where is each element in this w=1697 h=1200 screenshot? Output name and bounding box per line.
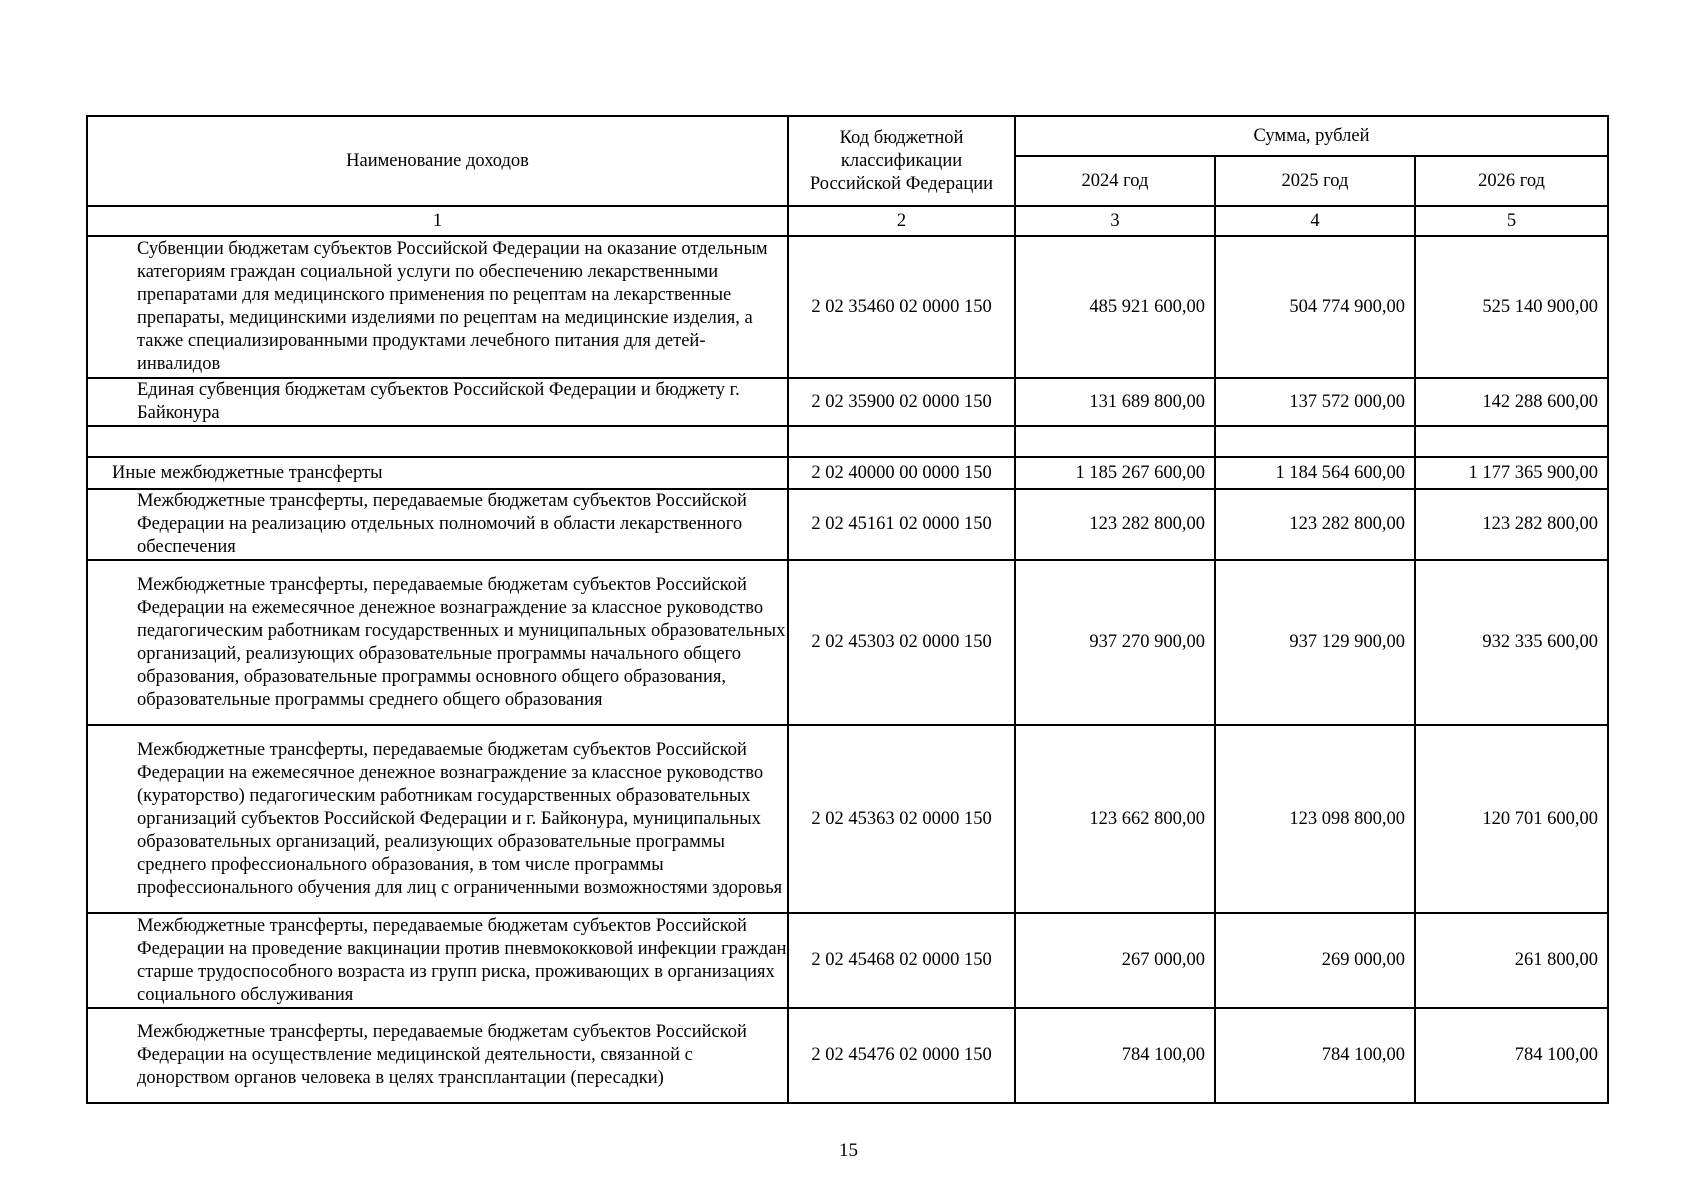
row-amount-2024: 267 000,00 (1015, 913, 1215, 1008)
row-amount-2024: 123 662 800,00 (1015, 725, 1215, 913)
row-amount-2026: 261 800,00 (1415, 913, 1608, 1008)
row-amount-2025: 784 100,00 (1215, 1008, 1415, 1103)
row-code: 2 02 45303 02 0000 150 (788, 560, 1015, 725)
page-number: 15 (839, 1140, 858, 1161)
row-amount-2026: 1 177 365 900,00 (1415, 457, 1608, 489)
header-code: Код бюджетной классификации Российской Федерации (788, 116, 1015, 206)
row-amount-2026: 784 100,00 (1415, 1008, 1608, 1103)
row-amount-2026 (1415, 426, 1608, 457)
row-amount-2026: 123 282 800,00 (1415, 489, 1608, 560)
header-year-2024: 2024 год (1015, 156, 1215, 206)
table-row (87, 913, 1608, 1008)
row-amount-2025: 269 000,00 (1215, 913, 1415, 1008)
table-row (87, 1008, 1608, 1103)
row-amount-2024: 937 270 900,00 (1015, 560, 1215, 725)
row-amount-2024: 131 689 800,00 (1015, 378, 1215, 426)
column-number: 3 (1015, 206, 1215, 236)
header-year-2025: 2025 год (1215, 156, 1415, 206)
row-amount-2024: 485 921 600,00 (1015, 236, 1215, 378)
row-amount-2025: 137 572 000,00 (1215, 378, 1415, 426)
row-amount-2025 (1215, 426, 1415, 457)
row-code: 2 02 40000 00 0000 150 (788, 457, 1015, 489)
row-amount-2024: 784 100,00 (1015, 1008, 1215, 1103)
row-amount-2026: 932 335 600,00 (1415, 560, 1608, 725)
row-amount-2024: 1 185 267 600,00 (1015, 457, 1215, 489)
row-amount-2025: 123 282 800,00 (1215, 489, 1415, 560)
row-name: Иные межбюджетные трансферты (87, 457, 788, 489)
row-name: Межбюджетные трансферты, передаваемые бюджетам субъектов Российской Федерации на реализацию отдельных полномочий в области лекарственного обеспечения (87, 489, 788, 560)
row-code: 2 02 45468 02 0000 150 (788, 913, 1015, 1008)
row-code: 2 02 35900 02 0000 150 (788, 378, 1015, 426)
row-amount-2025: 1 184 564 600,00 (1215, 457, 1415, 489)
row-amount-2025: 504 774 900,00 (1215, 236, 1415, 378)
row-name: Субвенции бюджетам субъектов Российской Федерации на оказание отдельным категориям граждан социальной услуги по обеспечению лекарственными препаратами для медицинского применения по рецептам на лекарственные препараты, медицинскими изделиями по рецептам на медицинские изделия, а также специализированными продуктами лечебного питания для детей-инвалидов (87, 236, 788, 378)
row-name: Межбюджетные трансферты, передаваемые бюджетам субъектов Российской Федерации на проведение вакцинации против пневмококковой инфекции граждан старше трудоспособного возраста из групп риска, проживающих в организациях социального обслуживания (87, 913, 788, 1008)
column-number: 4 (1215, 206, 1415, 236)
row-code: 2 02 35460 02 0000 150 (788, 236, 1015, 378)
row-amount-2025: 937 129 900,00 (1215, 560, 1415, 725)
column-number: 5 (1415, 206, 1608, 236)
row-name: Межбюджетные трансферты, передаваемые бюджетам субъектов Российской Федерации на ежемесячное денежное вознаграждение за классное руководство (кураторство) педагогическим работникам государственных образовательных организаций субъектов Российской Федерации и г. Байконура, муниципальных образовательных организаций, реализующих образовательные программы среднего профессионального образования, в том числе программы профессионального обучения для лиц с ограниченными возможностями здоровья (87, 725, 788, 913)
row-amount-2026: 525 140 900,00 (1415, 236, 1608, 378)
table-row-empty (87, 426, 1608, 457)
header-name: Наименование доходов (87, 116, 788, 206)
row-name (87, 426, 788, 457)
row-name: Межбюджетные трансферты, передаваемые бюджетам субъектов Российской Федерации на ежемесячное денежное вознаграждение за классное руководство педагогическим работникам государственных и муниципальных образовательных организаций, реализующих образовательные программы начального общего образования, образовательные программы основного общего образования, образовательные программы среднего общего образования (87, 560, 788, 725)
column-number: 2 (788, 206, 1015, 236)
row-code: 2 02 45363 02 0000 150 (788, 725, 1015, 913)
row-code (788, 426, 1015, 457)
header-sum: Сумма, рублей (1015, 116, 1608, 156)
table-row (87, 560, 1608, 725)
row-amount-2024 (1015, 426, 1215, 457)
row-name: Единая субвенция бюджетам субъектов Российской Федерации и бюджету г. Байконура (87, 378, 788, 426)
row-amount-2026: 142 288 600,00 (1415, 378, 1608, 426)
table-row (87, 489, 1608, 560)
column-number: 1 (87, 206, 788, 236)
row-amount-2026: 120 701 600,00 (1415, 725, 1608, 913)
table-row (87, 457, 1608, 489)
row-code: 2 02 45161 02 0000 150 (788, 489, 1015, 560)
row-name: Межбюджетные трансферты, передаваемые бюджетам субъектов Российской Федерации на осуществление медицинской деятельности, связанной с донорством органов человека в целях трансплантации (пересадки) (87, 1008, 788, 1103)
row-code: 2 02 45476 02 0000 150 (788, 1008, 1015, 1103)
budget-revenue-table (86, 115, 1609, 1104)
table-row (87, 725, 1608, 913)
row-amount-2024: 123 282 800,00 (1015, 489, 1215, 560)
header-year-2026: 2026 год (1415, 156, 1608, 206)
table-row (87, 236, 1608, 378)
table-row (87, 378, 1608, 426)
row-amount-2025: 123 098 800,00 (1215, 725, 1415, 913)
